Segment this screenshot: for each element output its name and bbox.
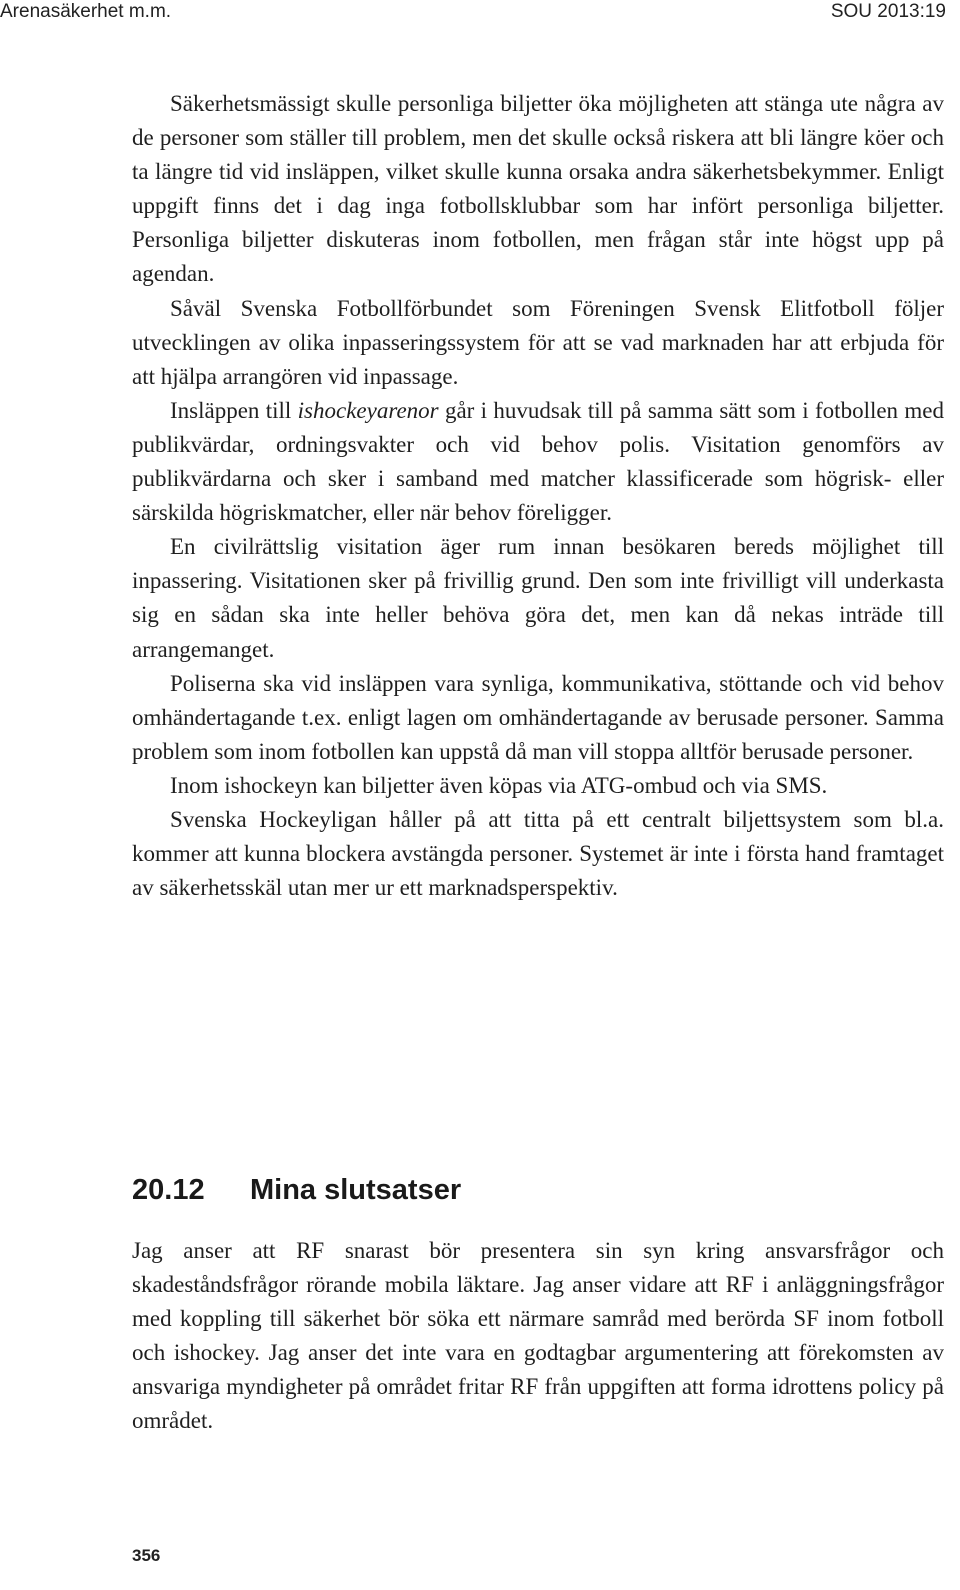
paragraph-text: Svenska Hockeyligan håller på att titta på ett centralt biljettsystem som bl.a. kommer att kunna blockera avstängda personer. Systemet är inte i första hand framtaget av säkerhetsskäl utan mer ur ett marknadsperspektiv. <box>132 806 944 901</box>
paragraph-police <box>132 667 944 769</box>
paragraph-text: Inom ishockeyn kan biljetter även köpas via ATG-ombud och via SMS. <box>170 772 828 798</box>
emphasized-term: ishockeyarenor <box>297 397 439 423</box>
report-number: SOU 2013:19 <box>830 1 946 22</box>
paragraph-text-end: går i huvudsak till på samma sätt som i fotbollen med publikvärdar, ordningsvakter och vid behov polis. Visitation genomförs av publikvärdarna och sker i samband med matcher klassificerade som högrisk- eller särskilda högriskmatcher, eller när behov föreligger. <box>132 397 944 526</box>
conclusions-paragraph: Jag anser att RF snarast bör presentera sin syn kring ansvarsfrågor och skadeståndsfrågor rörande mobila läktare. Jag anser vidare att RF i anläggningsfrågor med koppling till säkerhet bör söka ett närmare samråd med berörda SF inom fotboll och ishockey. Jag anser det inte vara en godtagbar argumentering att förekomsten av ansvariga myndigheter på området fritar RF från uppgiften att forma idrottens policy på området. <box>132 1238 944 1434</box>
document-title: Arenasäkerhet m.m. <box>0 1 172 22</box>
section-heading <box>132 1170 944 1210</box>
section-title: Mina slutsatser <box>250 1174 462 1206</box>
paragraph-ticket-system <box>132 803 944 905</box>
paragraph-personal-tickets <box>132 87 944 292</box>
running-header <box>0 0 960 28</box>
page-number: 356 <box>132 1546 161 1565</box>
paragraph-text: Poliserna ska vid insläppen vara synliga, kommunikativa, stöttande och vid behov omhändertagande t.ex. enligt lagen om omhändertagande av berusade personer. Samma problem som inom fotbollen kan uppstå då man vill stoppa alltför berusade personer. <box>132 670 944 764</box>
paragraph-civil-search <box>132 530 944 666</box>
paragraph-ticket-sales <box>132 769 944 803</box>
paragraph-text-start: Insläppen till <box>170 397 298 423</box>
conclusions-text <box>132 1234 944 1439</box>
paragraph-ice-hockey-arenas <box>132 394 944 530</box>
paragraph-text: Såväl Svenska Fotbollförbundet som Föreningen Svensk Elitfotboll följer utvecklingen av olika inpasseringssystem för att se vad marknaden har att erbjuda för att hjälpa arrangören vid inpassage. <box>132 295 944 389</box>
section-number: 20.12 <box>132 1174 205 1206</box>
paragraph-entry-systems <box>132 292 944 394</box>
body-text <box>132 87 944 905</box>
paragraph-text: Säkerhetsmässigt skulle personliga biljetter öka möjligheten att stänga ute några av de personer som ställer till problem, men det skulle också riskera att bli längre köer och ta längre tid vid insläppen, vilket skulle kunna orsaka andra säkerhetsbekymmer. Enligt uppgift finns det i dag inga fotbollsklubbar som har infört personliga biljetter. Personliga biljetter diskuteras inom fotbollen, men frågan står inte högst upp på agendan. <box>132 91 944 287</box>
paragraph-text: En civilrättslig visitation äger rum innan besökaren bereds möjlighet till inpassering. Visitationen sker på frivillig grund. Den som inte frivilligt vill underkasta sig en sådan ska inte heller behöva göra det, men kan då nekas inträde till arrangemanget. <box>132 534 944 662</box>
